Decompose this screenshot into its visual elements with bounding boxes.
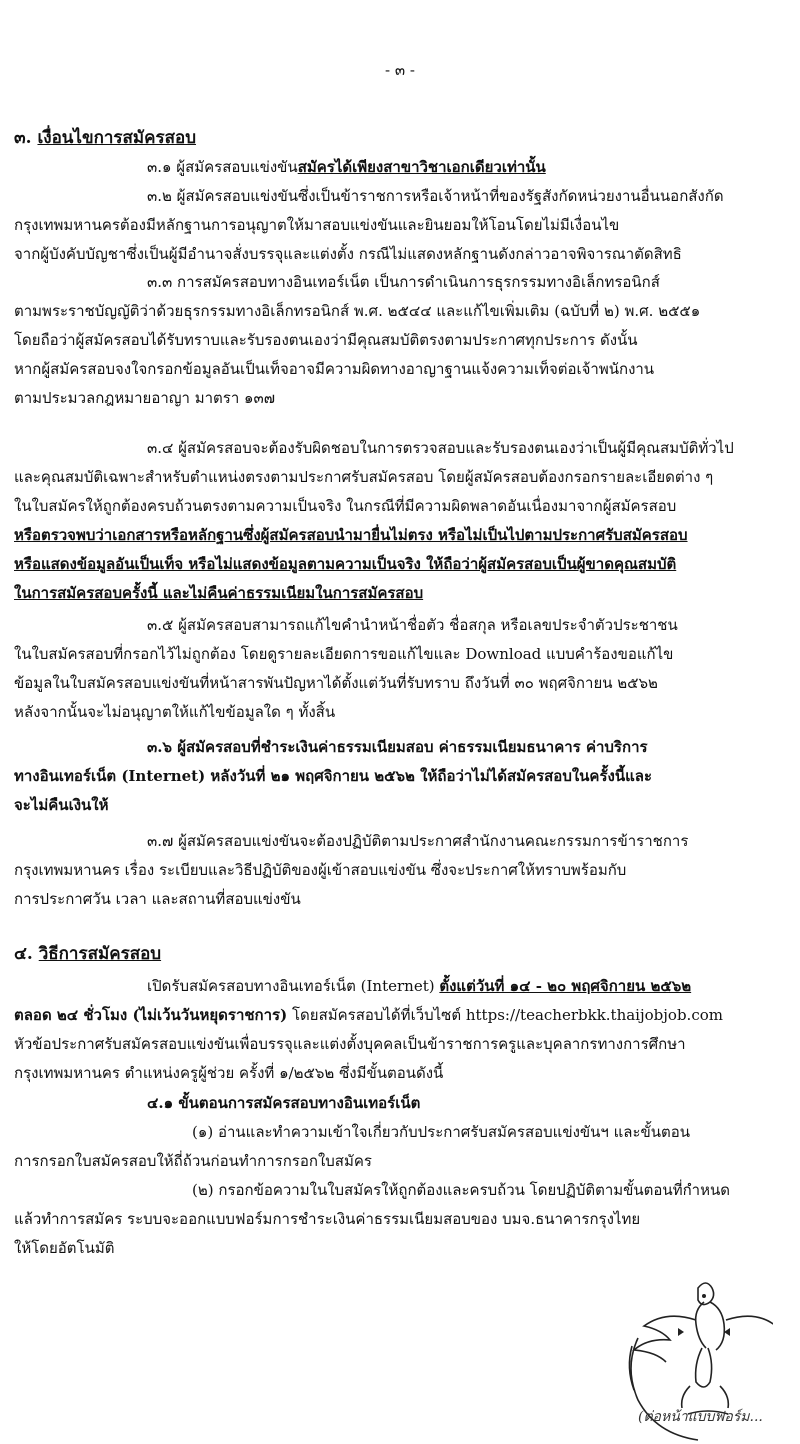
clause-3-2-line-2: กรุงเทพมหานครต้องมีหลักฐานการอนุญาตให้มาสอบแข่งขันและยินยอมให้โอนโดยไม่มีเงื่อนไข [14,216,620,234]
sec4-para-line-3: หัวข้อประกาศรับสมัครสอบแข่งขันเพื่อบรรจุและแต่งตั้งบุคคลเป็นข้าราชการครูและบุคลากรทางการศึกษา [14,1035,686,1053]
clause-3-1 [147,157,546,177]
clause-3-2-line-3: จากผู้บังคับบัญชาซึ่งเป็นผู้มีอำนาจสั่งบรรจุและแต่งตั้ง กรณีไม่แสดงหลักฐานดังกล่าวอาจพิจารณาตัดสิทธิ [14,245,682,263]
sec4-para-date-range: ตั้งแต่วันที่ ๑๔ - ๒๐ พฤศจิกายน ๒๕๖๒ [439,977,692,995]
step-2-line-1: (๒) กรอกข้อความในใบสมัครให้ถูกต้องและครบถ้วน โดยปฏิบัติตามขั้นตอนที่กำหนด [192,1181,730,1199]
clause-3-5-line-2: ในใบสมัครสอบที่กรอกไว้ไม่ถูกต้อง โดยดูรายละเอียดการขอแก้ไขและ Download แบบคำร้องขอแก้ไข [14,645,674,663]
sec4-para-line-4: กรุงเทพมหานคร ตำแหน่งครูผู้ช่วย ครั้งที่ ๑/๒๕๖๒ ซึ่งมีขั้นตอนดังนี้ [14,1064,444,1082]
sec4-para-line-1 [147,976,691,996]
clause-3-4-line-3: ในใบสมัครให้ถูกต้องครบถ้วนตรงตามความเป็นจริง ในกรณีที่มีความผิดพลาดอันเนื่องมาจากผู้สมัครสอบ [14,497,677,515]
clause-3-6-line-1: ๓.๖ ผู้สมัครสอบที่ชำระเงินค่าธรรมเนียมสอบ ค่าธรรมเนียมธนาคาร ค่าบริการ [147,738,648,756]
clause-3-5-line-3: ข้อมูลในใบสมัครสอบแข่งขันที่หน้าสารพันปัญหาได้ตั้งแต่วันที่รับทราบ ถึงวันที่ ๓๐ พฤศจิกายน ๒๕๖๒ [14,674,658,692]
clause-3-4-line-4: หรือตรวจพบว่าเอกสารหรือหลักฐานซึ่งผู้สมัครสอบนำมายื่นไม่ตรง หรือไม่เป็นไปตามประกาศรับสมัครสอบ [14,526,688,544]
clause-3-1-emphasis: สมัครได้เพียงสาขาวิชาเอกเดียวเท่านั้น [297,158,546,176]
step-1-line-2: การกรอกใบสมัครสอบให้ถี่ถ้วนก่อนทำการกรอกใบสมัคร [14,1152,372,1170]
clause-3-3-line-5: ตามประมวลกฎหมายอาญา มาตรา ๑๓๗ [14,389,276,407]
clause-3-3-line-2: ตามพระราชบัญญัติว่าด้วยธุรกรรมทางอิเล็กทรอนิกส์ พ.ศ. ๒๕๔๔ และแก้ไขเพิ่มเติม (ฉบับที่ ๒) พ.ศ. ๒๕๕๑ [14,302,701,320]
signature-text: (ต่อหน้าแบบฟอร์ม... [638,1409,763,1425]
clause-3-6-line-2: ทางอินเทอร์เน็ต (Internet) หลังวันที่ ๒๑ พฤศจิกายน ๒๕๖๒ ให้ถือว่าไม่ได้สมัครสอบในครั้งนี้และ [14,767,653,785]
section-4-number: ๔. [14,944,33,964]
section-3-title: เงื่อนไขการสมัครสอบ [37,128,197,148]
subsection-4-1-title: ๔.๑ ขั้นตอนการสมัครสอบทางอินเทอร์เน็ต [147,1094,421,1112]
clause-3-4-line-1: ๓.๔ ผู้สมัครสอบจะต้องรับผิดชอบในการตรวจสอบและรับรองตนเองว่าเป็นผู้มีคุณสมบัติทั่วไป [147,439,734,457]
clause-3-2-line-1: ๓.๒ ผู้สมัครสอบแข่งขันซึ่งเป็นข้าราชการหรือเจ้าหน้าที่ของรัฐสังกัดหน่วยงานอื่นนอกสังกัด [147,187,724,205]
clause-3-4-line-5: หรือแสดงข้อมูลอันเป็นเท็จ หรือไม่แสดงข้อมูลตามความเป็นจริง ให้ถือว่าผู้สมัครสอบเป็นผู้ขาดคุณสมบัติ [14,555,677,573]
step-1-line-1: (๑) อ่านและทำความเข้าใจเกี่ยวกับประกาศรับสมัครสอบแข่งขันฯ และขั้นตอน [192,1123,691,1141]
sec4-para-line-2 [14,1005,723,1025]
step-2-line-3: ให้โดยอัตโนมัติ [14,1239,115,1257]
clause-3-4-line-2: และคุณสมบัติเฉพาะสำหรับตำแหน่งตรงตามประกาศรับสมัครสอบ โดยผู้สมัครสอบต้องกรอกรายละเอียดต่าง ๆ [14,468,714,486]
clause-3-5-line-4: หลังจากนั้นจะไม่อนุญาตให้แก้ไขข้อมูลใด ๆ ทั้งสิ้น [14,703,336,721]
section-3-number: ๓. [14,128,32,148]
sec4-para-24h: ตลอด ๒๔ ชั่วโมง (ไม่เว้นวันหยุดราชการ) [14,1006,288,1024]
clause-3-7-line-1: ๓.๗ ผู้สมัครสอบแข่งขันจะต้องปฏิบัติตามประกาศสำนักงานคณะกรรมการข้าราชการ [147,832,689,850]
sec4-para-website: โดยสมัครสอบได้ที่เว็บไซต์ https://teacherbkk.thaijobjob.com [287,1006,723,1024]
clause-3-3-line-3: โดยถือว่าผู้สมัครสอบได้รับทราบและรับรองตนเองว่ามีคุณสมบัติตรงตามประกาศทุกประการ ดังนั้น [14,331,638,349]
clause-3-7-line-3: การประกาศวัน เวลา และสถานที่สอบแข่งขัน [14,890,301,908]
section-3-heading [14,128,196,148]
section-4-heading [14,944,161,964]
section-4-title: วิธีการสมัครสอบ [38,944,162,964]
step-2-line-2: แล้วทำการสมัคร ระบบจะออกแบบฟอร์มการชำระเงินค่าธรรมเนียมสอบของ บมจ.ธนาคารกรุงไทย [14,1210,641,1228]
clause-3-3-line-1: ๓.๓ การสมัครสอบทางอินเทอร์เน็ต เป็นการดำเนินการธุรกรรมทางอิเล็กทรอนิกส์ [147,273,660,291]
clause-3-5-line-1: ๓.๕ ผู้สมัครสอบสามารถแก้ไขคำนำหน้าชื่อตัว ชื่อสกุล หรือเลขประจำตัวประชาชน [147,616,678,634]
page-number: - ๓ - [385,61,415,79]
clause-3-6-line-3: จะไม่คืนเงินให้ [14,796,109,814]
clause-3-1-text: ๓.๑ ผู้สมัครสอบแข่งขัน [147,158,298,176]
sec4-para-line-1-text: เปิดรับสมัครสอบทางอินเทอร์เน็ต (Internet) [147,977,440,995]
clause-3-4-line-6: ในการสมัครสอบครั้งนี้ และไม่คืนค่าธรรมเนียมในการสมัครสอบ [14,584,424,602]
clause-3-7-line-2: กรุงเทพมหานคร เรื่อง ระเบียบและวิธีปฏิบัติของผู้เข้าสอบแข่งขัน ซึ่งจะประกาศให้ทราบพร้อมกับ [14,861,627,879]
clause-3-3-line-4: หากผู้สมัครสอบจงใจกรอกข้อมูลอันเป็นเท็จอาจมีความผิดทางอาญาฐานแจ้งความเท็จต่อเจ้าพนักงาน [14,360,655,378]
